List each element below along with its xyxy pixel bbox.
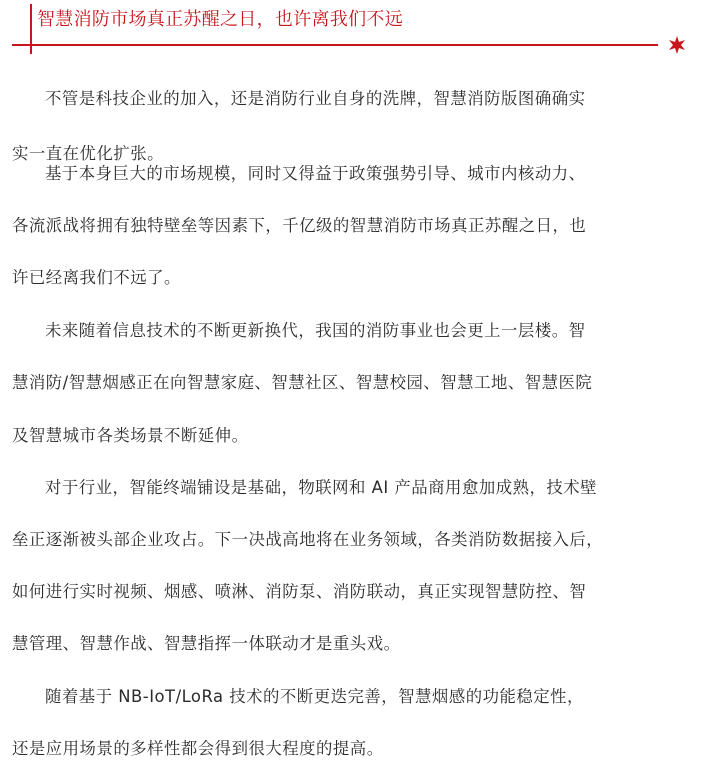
paragraph-line: 随着基于 NB-IoT/LoRa 技术的不断更迭完善，智慧烟感的功能稳定性，: [45, 687, 584, 706]
paragraph-line: 还是应用场景的多样性都会得到很大程度的提高。: [12, 739, 384, 758]
article-title: 智慧消防市场真正苏醒之日，也许离我们不远: [37, 9, 403, 30]
paragraph-line: 对于行业，智能终端铺设是基础，物联网和 AI 产品商用愈加成熟，技术壁: [45, 478, 598, 497]
star-icon: [668, 36, 686, 54]
paragraph-line: 未来随着信息技术的不断更新换代，我国的消防事业也会更上一层楼。智: [45, 321, 586, 340]
article-title-block: [0, 0, 708, 60]
paragraph-line: 慧消防/智慧烟感正在向智慧家庭、智慧社区、智慧校园、智慧工地、智慧医院: [12, 373, 593, 392]
paragraph-line: 实一直在优化扩张。: [12, 144, 165, 163]
title-vertical-accent-bar: [30, 4, 32, 54]
paragraph-line: 及智慧城市各类场景不断延伸。: [12, 426, 249, 445]
paragraph-line: 各流派战将拥有独特壁垒等因素下，千亿级的智慧消防市场真正苏醒之日，也: [12, 216, 587, 235]
title-underline: [12, 44, 658, 46]
paragraph-line: 许已经离我们不远了。: [12, 268, 181, 287]
paragraph-line: 慧管理、智慧作战、智慧指挥一体联动才是重头戏。: [12, 634, 401, 653]
paragraph-line: 垒正逐渐被头部企业攻占。下一决战高地将在业务领域，各类消防数据接入后，: [12, 530, 604, 549]
paragraph-line: 不管是科技企业的加入，还是消防行业自身的洗牌，智慧消防版图确确实: [45, 89, 586, 108]
paragraph-line: 基于本身巨大的市场规模，同时又得益于政策强势引导、城市内核动力、: [45, 164, 586, 183]
paragraph-line: 如何进行实时视频、烟感、喷淋、消防泵、消防联动，真正实现智慧防控、智: [12, 582, 587, 601]
